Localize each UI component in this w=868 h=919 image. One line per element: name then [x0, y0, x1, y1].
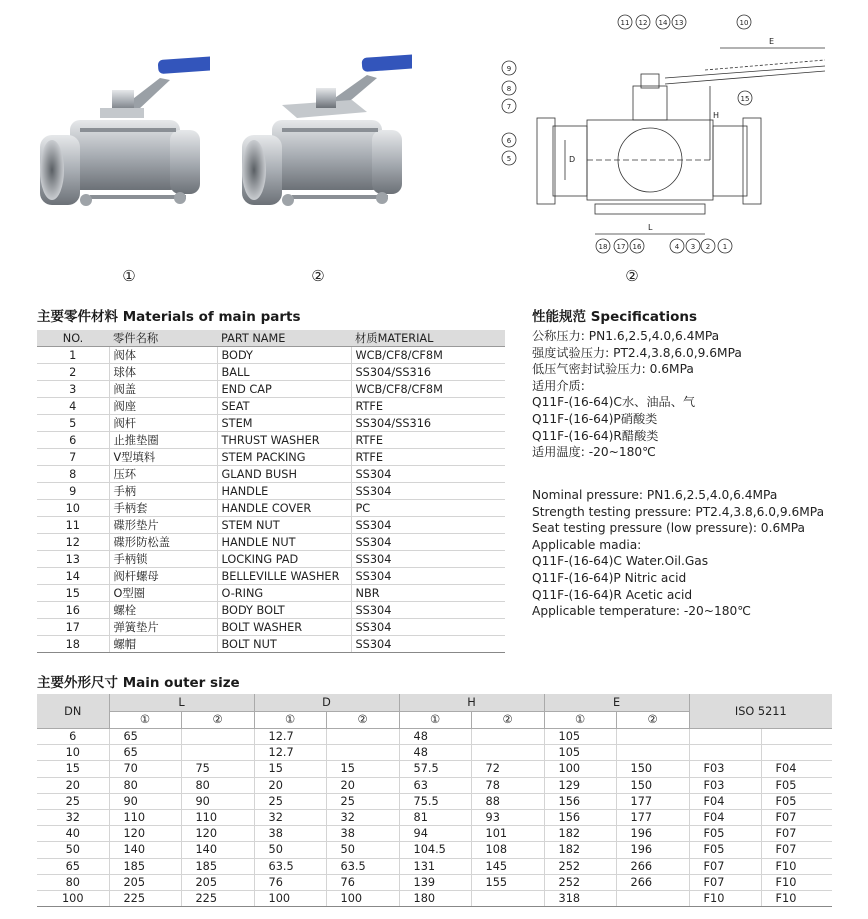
- part-material: RTFE: [351, 449, 505, 466]
- part-no: 1: [37, 347, 109, 364]
- size-cell-dn: 6: [37, 729, 109, 745]
- callout-17: 17: [616, 243, 626, 251]
- spec-line: Q11F-(16-64)C Water.Oil.Gas: [532, 554, 709, 569]
- size-cell-l-2: 205: [181, 874, 254, 890]
- size-cell-h-1: 57.5: [399, 761, 471, 777]
- size-cell-h-2: 155: [471, 874, 544, 890]
- part-material: SS304/SS316: [351, 364, 505, 381]
- size-cell-iso-2: F04: [761, 761, 832, 777]
- part-cn-name: 止推垫圈: [109, 432, 217, 449]
- size-cell-e-1: 105: [544, 729, 616, 745]
- material-row: [37, 585, 505, 602]
- part-cn-name: V型填料: [109, 449, 217, 466]
- col-no: NO.: [37, 330, 109, 347]
- size-cell-d-1: 76: [254, 874, 326, 890]
- size-cell-h-2: [471, 890, 544, 906]
- callout-18: 18: [598, 243, 608, 251]
- size-cell-iso-1: F03: [689, 777, 761, 793]
- material-row: [37, 534, 505, 551]
- size-cell-h-1: 131: [399, 858, 471, 874]
- part-name: BODY BOLT: [217, 602, 351, 619]
- size-cell-l-1: 225: [109, 890, 181, 906]
- size-cell-l-2: [181, 729, 254, 745]
- size-cell-l-1: 205: [109, 874, 181, 890]
- size-cell-l-1: 80: [109, 777, 181, 793]
- size-cell-e-2: 150: [616, 761, 689, 777]
- group-h: H: [399, 694, 544, 711]
- part-material: WCB/CF8/CF8M: [351, 347, 505, 364]
- specs-english: [532, 487, 824, 620]
- part-material: SS304: [351, 568, 505, 585]
- size-cell-d-1: 25: [254, 793, 326, 809]
- part-name: SEAT: [217, 398, 351, 415]
- sub-1: ①: [544, 711, 616, 729]
- size-cell-iso-2: F10: [761, 890, 832, 906]
- photo-1-number: ①: [122, 267, 136, 285]
- size-cell-h-2: [471, 745, 544, 761]
- spec-line: 适用介质:: [532, 378, 585, 393]
- material-row: [37, 398, 505, 415]
- callout-2: 2: [705, 243, 711, 251]
- size-cell-l-2: 120: [181, 826, 254, 842]
- part-name: STEM NUT: [217, 517, 351, 534]
- size-cell-h-1: 104.5: [399, 842, 471, 858]
- size-cell-l-2: 225: [181, 890, 254, 906]
- part-cn-name: 螺栓: [109, 602, 217, 619]
- size-cell-iso-2: F10: [761, 874, 832, 890]
- size-cell-h-1: 94: [399, 826, 471, 842]
- group-iso: ISO 5211: [689, 694, 832, 729]
- material-row: [37, 517, 505, 534]
- size-cell-e-2: [616, 729, 689, 745]
- size-cell-l-1: 70: [109, 761, 181, 777]
- size-cell-d-2: 63.5: [326, 858, 399, 874]
- size-row: [37, 745, 832, 761]
- part-material: SS304: [351, 551, 505, 568]
- spec-line: Q11F-(16-64)R Acetic acid: [532, 587, 693, 602]
- size-cell-e-1: 182: [544, 842, 616, 858]
- part-material: SS304: [351, 602, 505, 619]
- part-cn-name: 阀杆螺母: [109, 568, 217, 585]
- size-cell-e-1: 252: [544, 858, 616, 874]
- specs-title: 性能规范 Specifications: [532, 309, 697, 325]
- material-row: [37, 619, 505, 636]
- size-cell-h-2: 88: [471, 793, 544, 809]
- size-cell-h-1: 63: [399, 777, 471, 793]
- size-cell-e-1: 182: [544, 826, 616, 842]
- size-cell-iso-1: [689, 729, 761, 745]
- material-row: [37, 551, 505, 568]
- sub-1: ①: [254, 711, 326, 729]
- material-row: [37, 636, 505, 653]
- part-name: END CAP: [217, 381, 351, 398]
- size-cell-dn: 15: [37, 761, 109, 777]
- col-material: 材质MATERIAL: [351, 330, 505, 347]
- spec-line: 适用温度: -20~180℃: [532, 445, 656, 460]
- size-cell-d-1: 15: [254, 761, 326, 777]
- size-row: [37, 874, 832, 890]
- size-cell-iso-2: F05: [761, 793, 832, 809]
- size-cell-e-2: 177: [616, 809, 689, 825]
- part-cn-name: 螺帽: [109, 636, 217, 653]
- part-cn-name: 压环: [109, 466, 217, 483]
- part-name: O-RING: [217, 585, 351, 602]
- callout-9: 9: [506, 65, 512, 73]
- size-cell-d-2: 25: [326, 793, 399, 809]
- part-cn-name: 阀杆: [109, 415, 217, 432]
- size-cell-iso-2: F10: [761, 858, 832, 874]
- part-name: BOLT NUT: [217, 636, 351, 653]
- size-cell-e-2: 177: [616, 793, 689, 809]
- part-no: 3: [37, 381, 109, 398]
- part-no: 4: [37, 398, 109, 415]
- part-no: 5: [37, 415, 109, 432]
- size-cell-iso-1: F03: [689, 761, 761, 777]
- size-row: [37, 729, 832, 745]
- size-cell-l-2: 185: [181, 858, 254, 874]
- size-cell-d-1: 63.5: [254, 858, 326, 874]
- size-cell-iso-2: F07: [761, 809, 832, 825]
- material-row: [37, 364, 505, 381]
- material-row: [37, 500, 505, 517]
- size-row: [37, 858, 832, 874]
- outer-size-table: [37, 694, 832, 907]
- part-name: THRUST WASHER: [217, 432, 351, 449]
- size-cell-l-1: 120: [109, 826, 181, 842]
- size-cell-h-2: 108: [471, 842, 544, 858]
- size-cell-iso-1: F04: [689, 793, 761, 809]
- part-no: 14: [37, 568, 109, 585]
- size-cell-h-1: 75.5: [399, 793, 471, 809]
- sub-2: ②: [471, 711, 544, 729]
- size-cell-d-1: 12.7: [254, 745, 326, 761]
- material-row: [37, 483, 505, 500]
- group-l: L: [109, 694, 254, 711]
- part-material: NBR: [351, 585, 505, 602]
- callout-10: 10: [739, 19, 749, 27]
- size-cell-d-2: 38: [326, 826, 399, 842]
- part-material: SS304: [351, 534, 505, 551]
- size-cell-dn: 25: [37, 793, 109, 809]
- spec-line: 强度试验压力: PT2.4,3.8,6.0,9.6MPa: [532, 345, 742, 360]
- size-cell-iso-1: F07: [689, 874, 761, 890]
- size-cell-e-1: 318: [544, 890, 616, 906]
- part-cn-name: 弹簧垫片: [109, 619, 217, 636]
- size-cell-l-1: 65: [109, 745, 181, 761]
- part-no: 11: [37, 517, 109, 534]
- size-row: [37, 809, 832, 825]
- callout-3: 3: [690, 243, 696, 251]
- size-cell-h-1: 180: [399, 890, 471, 906]
- part-no: 7: [37, 449, 109, 466]
- size-cell-l-2: [181, 745, 254, 761]
- size-cell-d-2: 50: [326, 842, 399, 858]
- spec-line: Q11F-(16-64)C水、油品、气: [532, 395, 696, 410]
- size-cell-h-1: 48: [399, 729, 471, 745]
- size-cell-d-2: 100: [326, 890, 399, 906]
- size-cell-dn: 20: [37, 777, 109, 793]
- material-row: [37, 449, 505, 466]
- valve-photo-1: [30, 50, 210, 220]
- size-header-row: [37, 694, 832, 711]
- part-name: HANDLE NUT: [217, 534, 351, 551]
- part-no: 15: [37, 585, 109, 602]
- part-name: STEM: [217, 415, 351, 432]
- part-name: LOCKING PAD: [217, 551, 351, 568]
- dim-h-label: H: [713, 111, 720, 120]
- part-no: 13: [37, 551, 109, 568]
- size-cell-dn: 32: [37, 809, 109, 825]
- sub-2: ②: [616, 711, 689, 729]
- size-cell-d-1: 50: [254, 842, 326, 858]
- size-cell-l-2: 110: [181, 809, 254, 825]
- size-cell-dn: 40: [37, 826, 109, 842]
- callout-6: 6: [506, 137, 512, 145]
- part-material: RTFE: [351, 432, 505, 449]
- part-material: SS304: [351, 483, 505, 500]
- part-no: 6: [37, 432, 109, 449]
- size-cell-d-1: 20: [254, 777, 326, 793]
- callout-8: 8: [506, 85, 512, 93]
- spec-line: Seat testing pressure (low pressure): 0.6MPa: [532, 521, 805, 536]
- size-cell-iso-1: F05: [689, 826, 761, 842]
- size-row: [37, 826, 832, 842]
- size-cell-e-2: 266: [616, 874, 689, 890]
- part-cn-name: O型圈: [109, 585, 217, 602]
- size-cell-d-2: 15: [326, 761, 399, 777]
- drawing-number: ②: [625, 267, 639, 285]
- part-material: SS304: [351, 517, 505, 534]
- size-cell-d-2: 20: [326, 777, 399, 793]
- size-cell-d-1: 100: [254, 890, 326, 906]
- dim-e-label: E: [769, 37, 775, 46]
- part-no: 10: [37, 500, 109, 517]
- size-cell-e-2: 196: [616, 842, 689, 858]
- size-cell-l-1: 90: [109, 793, 181, 809]
- size-cell-dn: 50: [37, 842, 109, 858]
- callout-13: 13: [674, 19, 684, 27]
- spec-line: Q11F-(16-64)P Nitric acid: [532, 570, 687, 585]
- material-row: [37, 381, 505, 398]
- size-cell-l-2: 80: [181, 777, 254, 793]
- size-cell-h-2: 78: [471, 777, 544, 793]
- part-no: 17: [37, 619, 109, 636]
- size-row: [37, 761, 832, 777]
- callout-1: 1: [722, 243, 728, 251]
- dim-l-label: L: [648, 223, 653, 232]
- part-material: SS304: [351, 466, 505, 483]
- size-cell-d-1: 12.7: [254, 729, 326, 745]
- callout-12: 12: [638, 19, 648, 27]
- spec-line: Q11F-(16-64)P硝酸类: [532, 411, 658, 426]
- spec-line: Nominal pressure: PN1.6,2.5,4.0,6.4MPa: [532, 488, 778, 502]
- part-name: BOLT WASHER: [217, 619, 351, 636]
- size-cell-l-1: 140: [109, 842, 181, 858]
- size-cell-e-1: 252: [544, 874, 616, 890]
- material-row: [37, 568, 505, 585]
- size-cell-iso-1: [689, 745, 761, 761]
- material-row: [37, 432, 505, 449]
- sub-2: ②: [181, 711, 254, 729]
- material-row: [37, 466, 505, 483]
- sub-2: ②: [326, 711, 399, 729]
- part-name: BELLEVILLE WASHER: [217, 568, 351, 585]
- callout-4: 4: [674, 243, 680, 251]
- dim-d-label: D: [569, 155, 576, 164]
- part-no: 12: [37, 534, 109, 551]
- size-cell-e-2: [616, 890, 689, 906]
- outer-size-title: 主要外形尺寸 Main outer size: [37, 675, 240, 691]
- col-dn: DN: [37, 694, 109, 729]
- size-cell-iso-2: [761, 729, 832, 745]
- size-cell-d-1: 32: [254, 809, 326, 825]
- spec-line: Applicable temperature: -20~180℃: [532, 604, 751, 619]
- part-material: PC: [351, 500, 505, 517]
- size-cell-l-2: 75: [181, 761, 254, 777]
- callout-16: 16: [632, 243, 642, 251]
- part-cn-name: 碟形垫片: [109, 517, 217, 534]
- size-cell-l-1: 185: [109, 858, 181, 874]
- part-cn-name: 手柄套: [109, 500, 217, 517]
- spec-line: Q11F-(16-64)R醋酸类: [532, 428, 659, 443]
- size-cell-e-1: 129: [544, 777, 616, 793]
- size-cell-e-1: 105: [544, 745, 616, 761]
- part-material: SS304: [351, 619, 505, 636]
- part-cn-name: 阀体: [109, 347, 217, 364]
- part-material: SS304: [351, 636, 505, 653]
- size-cell-h-2: [471, 729, 544, 745]
- spec-line: 公称压力: PN1.6,2.5,4.0,6.4MPa: [532, 329, 720, 343]
- material-row: [37, 602, 505, 619]
- size-cell-l-2: 140: [181, 842, 254, 858]
- spec-line: Strength testing pressure: PT2.4,3.8,6.0,9.6MPa: [532, 504, 825, 519]
- part-no: 8: [37, 466, 109, 483]
- size-row: [37, 793, 832, 809]
- specs-chinese: [532, 328, 742, 461]
- sub-1: ①: [109, 711, 181, 729]
- materials-title: 主要零件材料 Materials of main parts: [37, 309, 301, 325]
- part-name: BALL: [217, 364, 351, 381]
- part-no: 2: [37, 364, 109, 381]
- size-cell-e-2: 196: [616, 826, 689, 842]
- size-cell-e-2: [616, 745, 689, 761]
- size-cell-dn: 10: [37, 745, 109, 761]
- size-cell-e-1: 156: [544, 793, 616, 809]
- part-material: WCB/CF8/CF8M: [351, 381, 505, 398]
- material-row: [37, 347, 505, 364]
- materials-header-row: [37, 330, 505, 347]
- spec-line: Applicable madia:: [532, 537, 642, 552]
- sub-1: ①: [399, 711, 471, 729]
- size-cell-iso-2: F07: [761, 842, 832, 858]
- size-cell-d-1: 38: [254, 826, 326, 842]
- size-cell-iso-1: F05: [689, 842, 761, 858]
- callout-5: 5: [506, 155, 512, 163]
- part-cn-name: 手柄: [109, 483, 217, 500]
- col-part-name: PART NAME: [217, 330, 351, 347]
- material-row: [37, 415, 505, 432]
- size-row: [37, 842, 832, 858]
- callout-11: 11: [620, 19, 630, 27]
- size-cell-h-1: 48: [399, 745, 471, 761]
- size-cell-iso-2: F05: [761, 777, 832, 793]
- size-cell-iso-1: F04: [689, 809, 761, 825]
- size-cell-e-1: 100: [544, 761, 616, 777]
- size-cell-d-2: [326, 745, 399, 761]
- callout-14: 14: [658, 19, 668, 27]
- group-e: E: [544, 694, 689, 711]
- col-cn-name: 零件名称: [109, 330, 217, 347]
- part-name: GLAND BUSH: [217, 466, 351, 483]
- part-no: 9: [37, 483, 109, 500]
- size-cell-e-2: 150: [616, 777, 689, 793]
- size-cell-d-2: 32: [326, 809, 399, 825]
- part-cn-name: 阀盖: [109, 381, 217, 398]
- spec-line: 低压气密封试验压力: 0.6MPa: [532, 362, 694, 377]
- size-cell-dn: 100: [37, 890, 109, 906]
- size-cell-l-1: 65: [109, 729, 181, 745]
- part-cn-name: 手柄锁: [109, 551, 217, 568]
- callout-15: 15: [740, 95, 750, 103]
- size-cell-l-2: 90: [181, 793, 254, 809]
- part-name: HANDLE: [217, 483, 351, 500]
- size-cell-h-2: 72: [471, 761, 544, 777]
- size-cell-l-1: 110: [109, 809, 181, 825]
- size-cell-e-2: 266: [616, 858, 689, 874]
- part-material: SS304/SS316: [351, 415, 505, 432]
- size-cell-e-1: 156: [544, 809, 616, 825]
- part-name: BODY: [217, 347, 351, 364]
- part-no: 16: [37, 602, 109, 619]
- part-name: STEM PACKING: [217, 449, 351, 466]
- materials-table: [37, 330, 505, 653]
- size-cell-h-2: 101: [471, 826, 544, 842]
- size-cell-h-1: 139: [399, 874, 471, 890]
- size-cell-d-2: 76: [326, 874, 399, 890]
- size-cell-iso-2: [761, 745, 832, 761]
- size-cell-h-2: 93: [471, 809, 544, 825]
- part-cn-name: 球体: [109, 364, 217, 381]
- part-name: HANDLE COVER: [217, 500, 351, 517]
- size-cell-h-2: 145: [471, 858, 544, 874]
- valve-cross-section-drawing: [495, 8, 840, 258]
- valve-photo-2: [232, 50, 412, 220]
- size-cell-h-1: 81: [399, 809, 471, 825]
- size-row: [37, 890, 832, 906]
- photo-2-number: ②: [311, 267, 325, 285]
- size-row: [37, 777, 832, 793]
- size-cell-dn: 80: [37, 874, 109, 890]
- size-cell-iso-1: F10: [689, 890, 761, 906]
- part-cn-name: 碟形防松盖: [109, 534, 217, 551]
- part-material: RTFE: [351, 398, 505, 415]
- size-cell-iso-2: F07: [761, 826, 832, 842]
- size-cell-dn: 65: [37, 858, 109, 874]
- size-cell-iso-1: F07: [689, 858, 761, 874]
- callout-7: 7: [506, 103, 512, 111]
- part-no: 18: [37, 636, 109, 653]
- group-d: D: [254, 694, 399, 711]
- part-cn-name: 阀座: [109, 398, 217, 415]
- size-cell-d-2: [326, 729, 399, 745]
